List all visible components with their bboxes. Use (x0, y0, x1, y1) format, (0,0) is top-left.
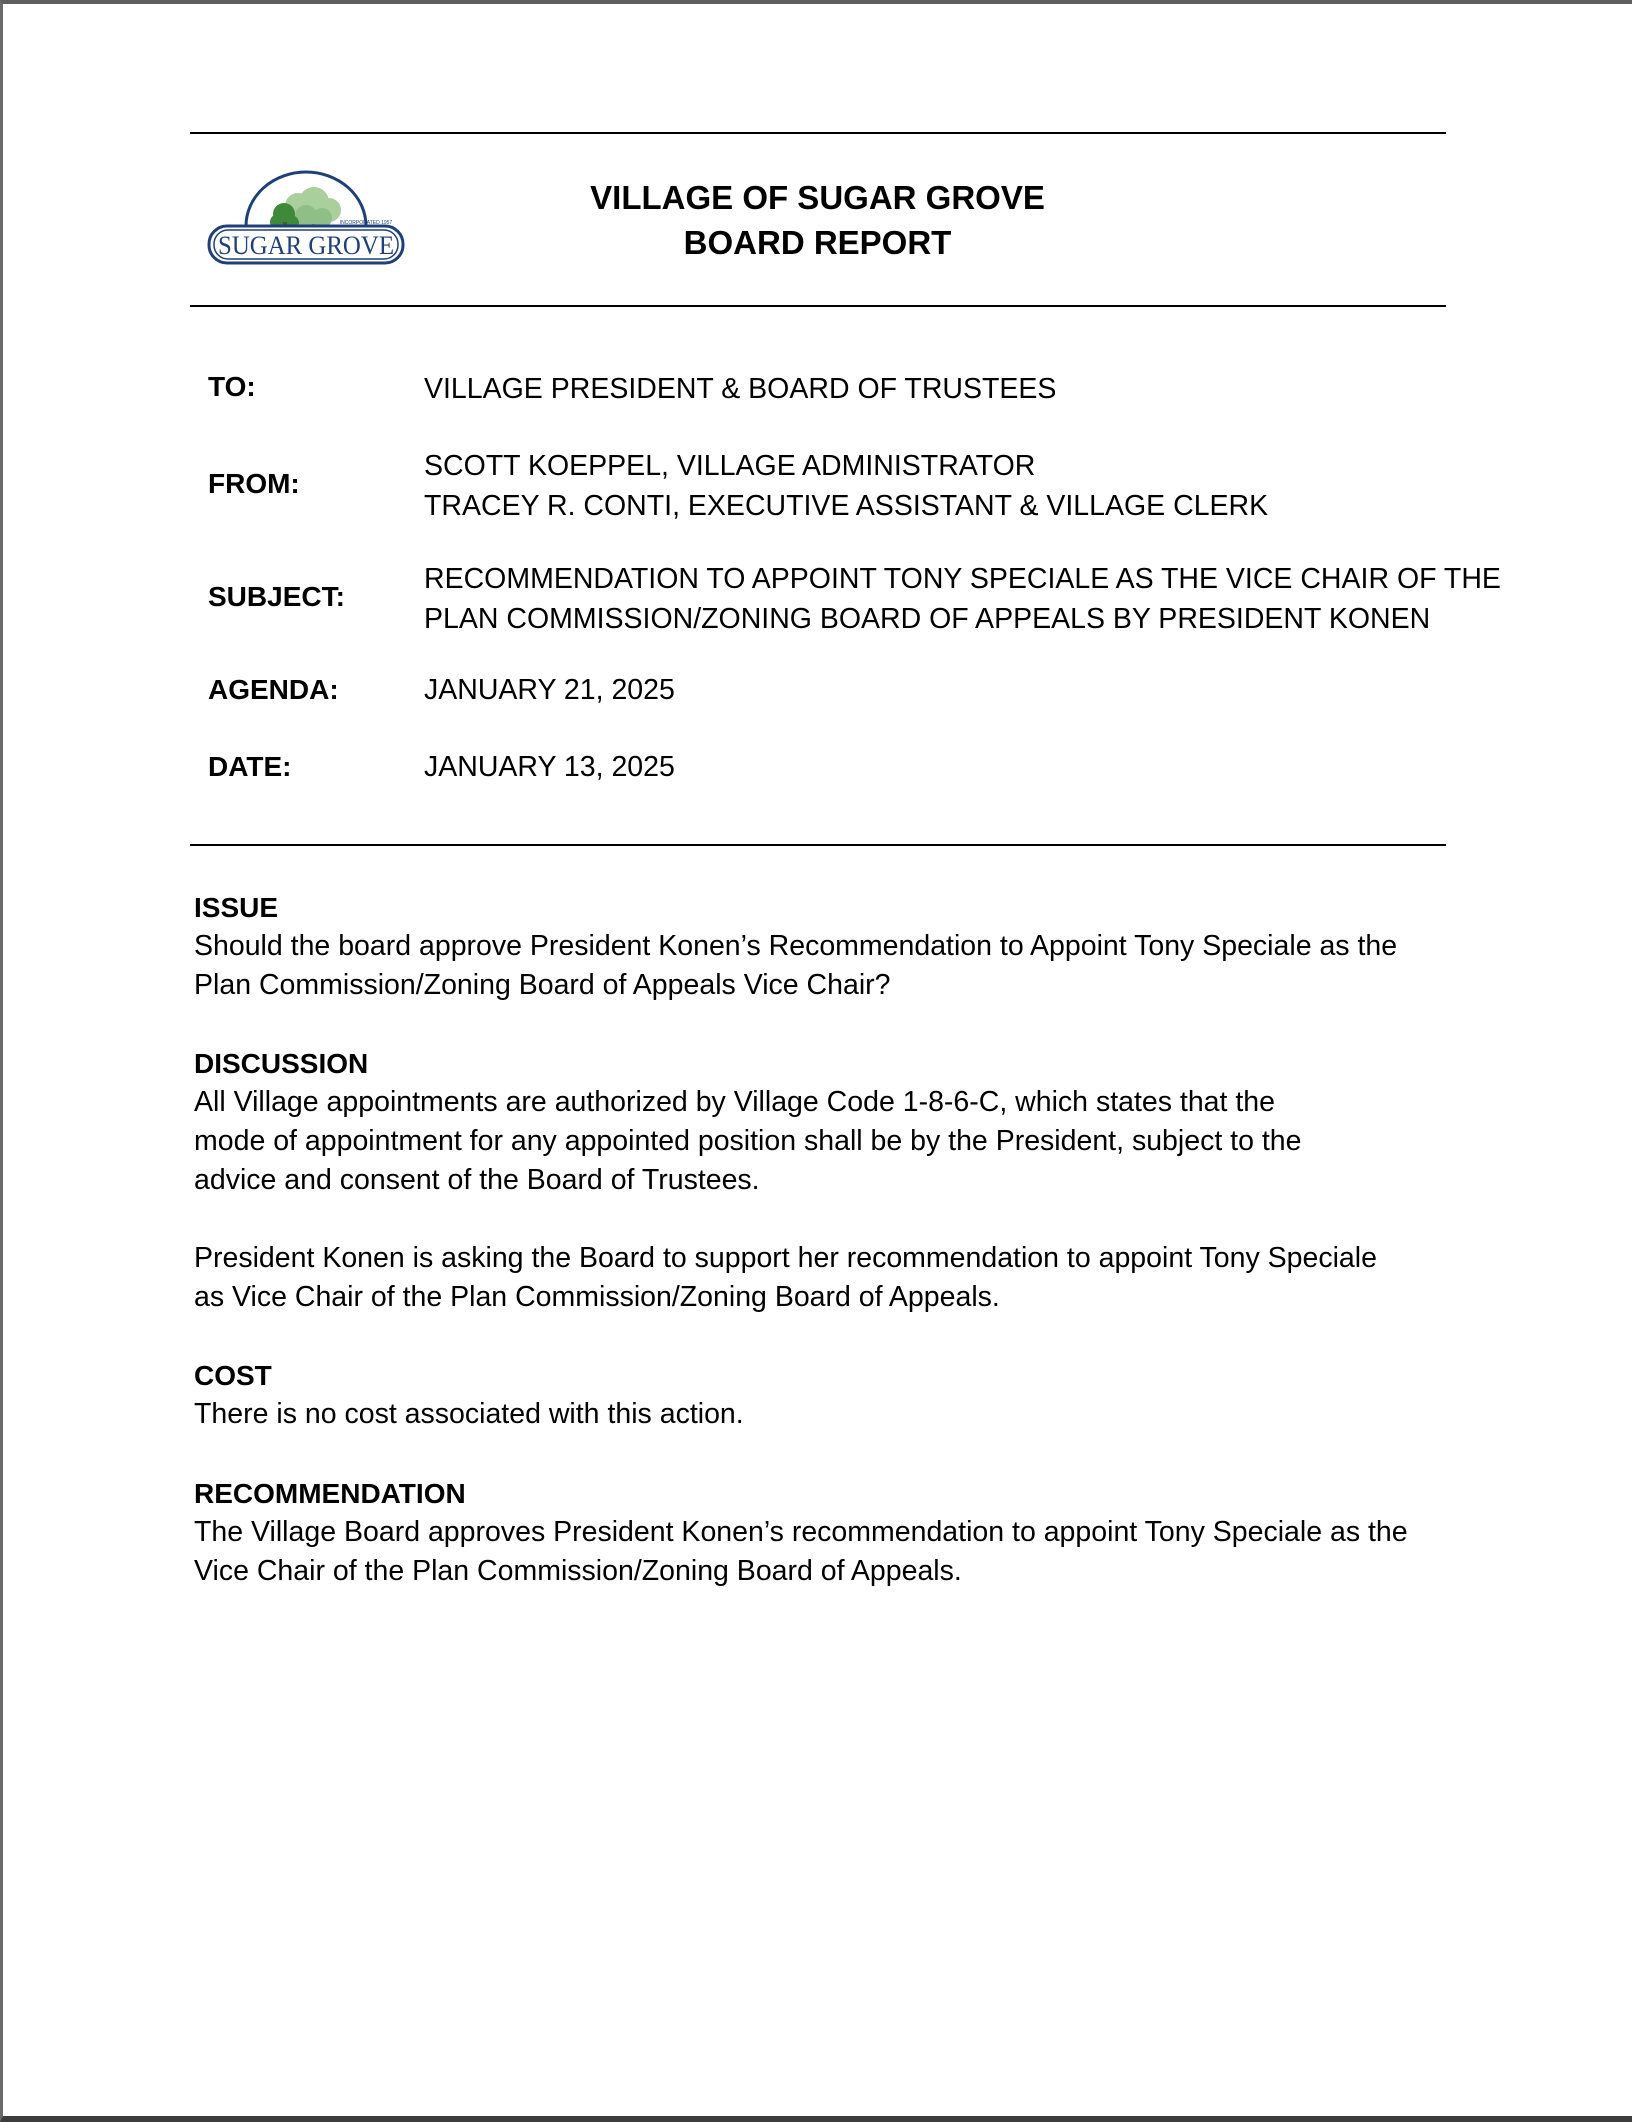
from-line-1: SCOTT KOEPPEL, VILLAGE ADMINISTRATOR (424, 450, 1036, 482)
logo-wordmark: SUGAR GROVE (218, 231, 394, 260)
subject-line-1: RECOMMENDATION TO APPOINT TONY SPECIALE AS THE VICE CHAIR OF THE (424, 563, 1501, 595)
report-title (490, 175, 1145, 265)
memo-bottom-rule (190, 844, 1446, 846)
issue-section (194, 888, 1454, 1005)
subject-value (424, 559, 1501, 639)
recommendation-line-1: The Village Board approves President Konen’s recommendation to appoint Tony Speciale as the (194, 1516, 1408, 1548)
sugar-grove-logo-image (206, 168, 406, 268)
sugar-grove-logo (206, 168, 406, 268)
from-line-2: TRACEY R. CONTI, EXECUTIVE ASSISTANT & VILLAGE CLERK (424, 490, 1269, 522)
to-label: TO: (208, 371, 256, 402)
title-line-1: VILLAGE OF SUGAR GROVE (590, 179, 1045, 216)
subject-label: SUBJECT: (208, 581, 345, 612)
discussion-line-5: as Vice Chair of the Plan Commission/Zoning Board of Appeals. (194, 1281, 1000, 1313)
recommendation-heading: RECOMMENDATION (194, 1478, 466, 1509)
recommendation-line-2: Vice Chair of the Plan Commission/Zoning Board of Appeals. (194, 1555, 962, 1587)
issue-line-2: Plan Commission/Zoning Board of Appeals Vice Chair? (194, 969, 891, 1001)
header-top-rule (190, 132, 1446, 134)
cost-line-1: There is no cost associated with this action. (194, 1398, 744, 1430)
date-label: DATE: (208, 751, 292, 782)
subject-line-2: PLAN COMMISSION/ZONING BOARD OF APPEALS BY PRESIDENT KONEN (424, 603, 1431, 635)
issue-line-1: Should the board approve President Konen’s Recommendation to Appoint Tony Speciale as the (194, 930, 1398, 962)
from-value (424, 446, 1268, 526)
date-value: JANUARY 13, 2025 (424, 751, 675, 783)
discussion-line-1: All Village appointments are authorized by Village Code 1-8-6-C, which states that the (194, 1086, 1275, 1118)
cost-heading: COST (194, 1360, 272, 1391)
issue-heading: ISSUE (194, 892, 279, 923)
cost-section (194, 1356, 1454, 1434)
discussion-section (194, 1044, 1454, 1200)
discussion-line-4: President Konen is asking the Board to support her recommendation to appoint Tony Speciale (194, 1242, 1377, 1274)
to-value: VILLAGE PRESIDENT & BOARD OF TRUSTEES (424, 373, 1057, 405)
recommendation-section (194, 1474, 1454, 1591)
header-bottom-rule (190, 305, 1446, 307)
discussion-paragraph-2 (194, 1239, 1454, 1317)
logo-incorporated-text: INCORPORATED 1957 (339, 220, 393, 226)
agenda-label: AGENDA: (208, 674, 339, 705)
title-line-2: BOARD REPORT (683, 224, 952, 261)
agenda-value: JANUARY 21, 2025 (424, 674, 675, 706)
discussion-line-3: advice and consent of the Board of Trustees. (194, 1164, 760, 1196)
discussion-heading: DISCUSSION (194, 1048, 369, 1079)
from-label: FROM: (208, 468, 300, 499)
discussion-line-2: mode of appointment for any appointed position shall be by the President, subject to the (194, 1125, 1302, 1157)
